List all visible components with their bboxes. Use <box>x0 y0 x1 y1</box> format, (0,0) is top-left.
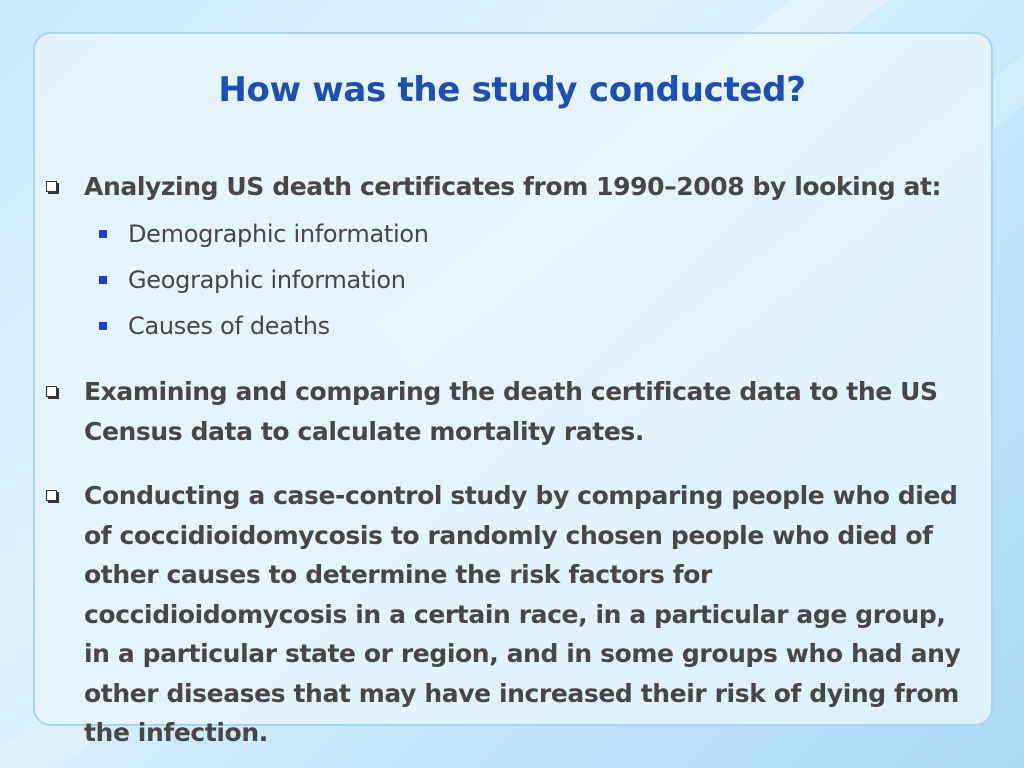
checkbox-bullet-icon <box>46 490 57 501</box>
checkbox-bullet-icon <box>46 386 57 397</box>
bullet-item <box>84 167 974 207</box>
sub-bullet-text: Geographic information <box>128 266 406 294</box>
bullet-item <box>84 372 944 451</box>
checkbox-bullet-icon <box>46 181 57 192</box>
square-bullet-icon <box>99 230 107 238</box>
sub-bullet-text: Demographic information <box>128 220 429 248</box>
square-bullet-icon <box>99 276 107 284</box>
bullet-text: Examining and comparing the death certificate data to the US Census data to calculate mortality rates. <box>84 377 938 446</box>
square-bullet-icon <box>99 322 107 330</box>
sub-bullet-item <box>128 312 330 340</box>
sub-bullet-text: Causes of deaths <box>128 312 330 340</box>
sub-bullet-item <box>128 220 429 248</box>
bullet-text: Conducting a case-control study by comparing people who died of coccidioidomycosis to randomly chosen people who died of other causes to determine the risk factors for coccidioidomycosis in a certain race, in a particular age group, in a particular state or region, and in some groups who had any other diseases that may have increased their risk of dying from the infection. <box>84 481 961 747</box>
sub-bullet-item <box>128 266 406 294</box>
slide-title: How was the study conducted? <box>218 70 806 110</box>
bullet-text: Analyzing US death certificates from 1990–2008 by looking at: <box>84 172 942 201</box>
bullet-item <box>84 476 969 753</box>
